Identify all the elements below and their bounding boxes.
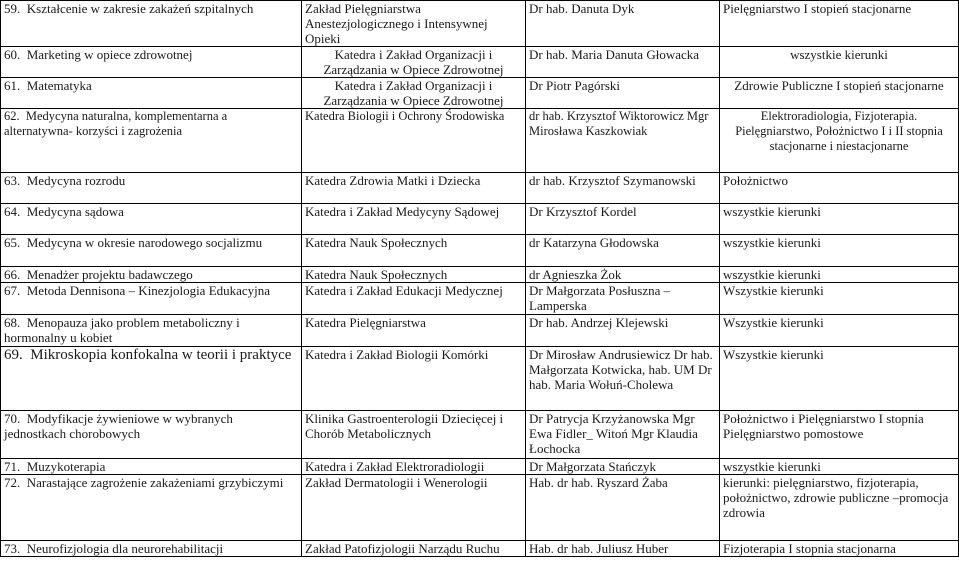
table-row — [1, 283, 959, 315]
unit-cell: Katedra Nauk Społecznych — [302, 267, 526, 283]
unit-cell: Zakład Pielęgniarstwa Anestezjologicznego i Intensywnej Opieki — [302, 1, 526, 47]
unit-cell: Katedra i Zakład Organizacji i Zarządzania w Opiece Zdrowotnej — [302, 47, 526, 78]
lead-cell: Dr Małgorzata Posłuszna – Lamperska — [526, 283, 720, 315]
target-cell: Położnictwo i Pielęgniarstwo I stopnia Pielęgniarstwo pomostowe — [720, 411, 959, 459]
target-cell: Położnictwo — [720, 173, 959, 204]
table-row — [1, 541, 959, 557]
target-cell: Zdrowie Publiczne I stopień stacjonarne — [720, 78, 959, 109]
topic-cell — [1, 283, 302, 315]
lead-cell: Dr hab. Maria Danuta Głowacka — [526, 47, 720, 78]
topic-text: Muzykoterapia — [26, 459, 106, 474]
row-number: 61. — [4, 78, 21, 93]
lead-cell: Dr hab. Danuta Dyk — [526, 1, 720, 47]
unit-cell: Zakład Patofizjologii Narządu Ruchu — [302, 541, 526, 557]
topic-cell — [1, 475, 302, 541]
unit-cell: Katedra i Zakład Edukacji Medycznej — [302, 283, 526, 315]
lead-cell: dr hab. Krzysztof Szymanowski — [526, 173, 720, 204]
topic-cell — [1, 541, 302, 557]
row-number: 72. — [4, 475, 21, 490]
topic-text: Modyfikacje żywieniowe w wybranych jednostkach chorobowych — [4, 411, 233, 441]
lead-cell: dr Agnieszka Żok — [526, 267, 720, 283]
row-number: 62. — [4, 109, 20, 123]
lead-cell: Dr Patrycja Krzyżanowska Mgr Ewa Fidler_ Witoń Mgr Klaudia Łochocka — [526, 411, 720, 459]
topic-cell — [1, 347, 302, 411]
row-number: 63. — [4, 173, 21, 188]
topic-text: Kształcenie w zakresie zakażeń szpitalnych — [26, 1, 254, 16]
row-number: 65. — [4, 235, 21, 250]
target-cell: Fizjoterapia I stopnia stacjonarna — [720, 541, 959, 557]
row-number: 59. — [4, 1, 21, 16]
unit-cell: Katedra i Zakład Organizacji i Zarządzania w Opiece Zdrowotnej — [302, 78, 526, 109]
lead-cell: Hab. dr hab. Juliusz Huber — [526, 541, 720, 557]
target-cell: wszystkie kierunki — [720, 47, 959, 78]
lead-cell: dr hab. Krzysztof Wiktorowicz Mgr Mirosława Kaszkowiak — [526, 109, 720, 173]
unit-cell: Katedra Zdrowia Matki i Dziecka — [302, 173, 526, 204]
unit-cell: Zakład Dermatologii i Wenerologii — [302, 475, 526, 541]
table-row — [1, 459, 959, 475]
table-row — [1, 411, 959, 459]
unit-cell: Katedra Pielęgniarstwa — [302, 315, 526, 347]
topic-cell — [1, 411, 302, 459]
topic-text: Matematyka — [26, 78, 92, 93]
row-number: 73. — [4, 541, 21, 556]
table-row — [1, 173, 959, 204]
target-cell: Wszystkie kierunki — [720, 347, 959, 411]
topic-text: Medycyna sądowa — [26, 204, 124, 219]
row-number: 71. — [4, 459, 21, 474]
topic-cell — [1, 459, 302, 475]
topic-cell — [1, 109, 302, 173]
table-row — [1, 204, 959, 235]
row-number: 69. — [4, 347, 23, 363]
topic-cell — [1, 267, 302, 283]
topic-cell — [1, 47, 302, 78]
topic-text: Narastające zagrożenie zakażeniami grzybiczymi — [26, 475, 284, 490]
topic-text: Medycyna naturalna, komplementarna a alternatywna- korzyści i zagrożenia — [4, 109, 228, 138]
table-row — [1, 109, 959, 173]
target-cell: wszystkie kierunki — [720, 459, 959, 475]
topic-cell — [1, 204, 302, 235]
table-row — [1, 315, 959, 347]
topic-text: Marketing w opiece zdrowotnej — [26, 47, 193, 62]
row-number: 64. — [4, 204, 21, 219]
row-number: 67. — [4, 283, 21, 298]
row-number: 70. — [4, 411, 21, 426]
row-number: 68. — [4, 315, 21, 330]
topic-cell — [1, 1, 302, 47]
topic-cell — [1, 78, 302, 109]
topic-text: Mikroskopia konfokalna w teorii i praktyce — [30, 347, 292, 363]
target-cell: wszystkie kierunki — [720, 204, 959, 235]
row-number: 60. — [4, 47, 21, 62]
topic-cell — [1, 315, 302, 347]
table-row — [1, 475, 959, 541]
row-number: 66. — [4, 267, 21, 282]
topic-text: Medycyna w okresie narodowego socjalizmu — [26, 235, 263, 250]
unit-cell: Katedra Biologii i Ochrony Środowiska — [302, 109, 526, 173]
lead-cell: dr Katarzyna Głodowska — [526, 235, 720, 267]
unit-cell: Katedra i Zakład Medycyny Sądowej — [302, 204, 526, 235]
target-cell: Pielęgniarstwo I stopień stacjonarne — [720, 1, 959, 47]
lead-cell: Dr hab. Andrzej Klejewski — [526, 315, 720, 347]
table-row — [1, 347, 959, 411]
table-row — [1, 235, 959, 267]
table-row — [1, 1, 959, 47]
table-row — [1, 267, 959, 283]
topic-text: Menopauza jako problem metaboliczny i hormonalny u kobiet — [4, 315, 240, 345]
unit-cell: Katedra Nauk Społecznych — [302, 235, 526, 267]
target-cell: wszystkie kierunki — [720, 235, 959, 267]
topic-text: Metoda Dennisona – Kinezjologia Edukacyjna — [26, 283, 271, 298]
lead-cell: Dr Mirosław Andrusiewicz Dr hab. Małgorzata Kotwicka, hab. UM Dr hab. Maria Wołuń-Cholewa — [526, 347, 720, 411]
topic-text: Medycyna rozrodu — [26, 173, 126, 188]
lead-cell: Dr Krzysztof Kordel — [526, 204, 720, 235]
target-cell: Wszystkie kierunki — [720, 283, 959, 315]
target-cell: Wszystkie kierunki — [720, 315, 959, 347]
unit-cell: Katedra i Zakład Elektroradiologii — [302, 459, 526, 475]
lead-cell: Dr Małgorzata Stańczyk — [526, 459, 720, 475]
lead-cell: Hab. dr hab. Ryszard Żaba — [526, 475, 720, 541]
lead-cell: Dr Piotr Pagórski — [526, 78, 720, 109]
topic-cell — [1, 235, 302, 267]
table-row — [1, 47, 959, 78]
target-cell: kierunki: pielęgniarstwo, fizjoterapia, położnictwo, zdrowie publiczne –promocja zdrowia — [720, 475, 959, 541]
unit-cell: Katedra i Zakład Biologii Komórki — [302, 347, 526, 411]
unit-cell: Klinika Gastroenterologii Dziecięcej i Chorób Metabolicznych — [302, 411, 526, 459]
topic-text: Menadżer projektu badawczego — [26, 267, 193, 282]
target-cell: Elektroradiologia, Fizjoterapia. Pielęgniarstwo, Położnictwo I i II stopnia stacjonarne i niestacjonarne — [720, 109, 959, 173]
target-cell: wszystkie kierunki — [720, 267, 959, 283]
topic-cell — [1, 173, 302, 204]
table-row — [1, 78, 959, 109]
topic-text: Neurofizjologia dla neurorehabilitacji — [26, 541, 224, 556]
